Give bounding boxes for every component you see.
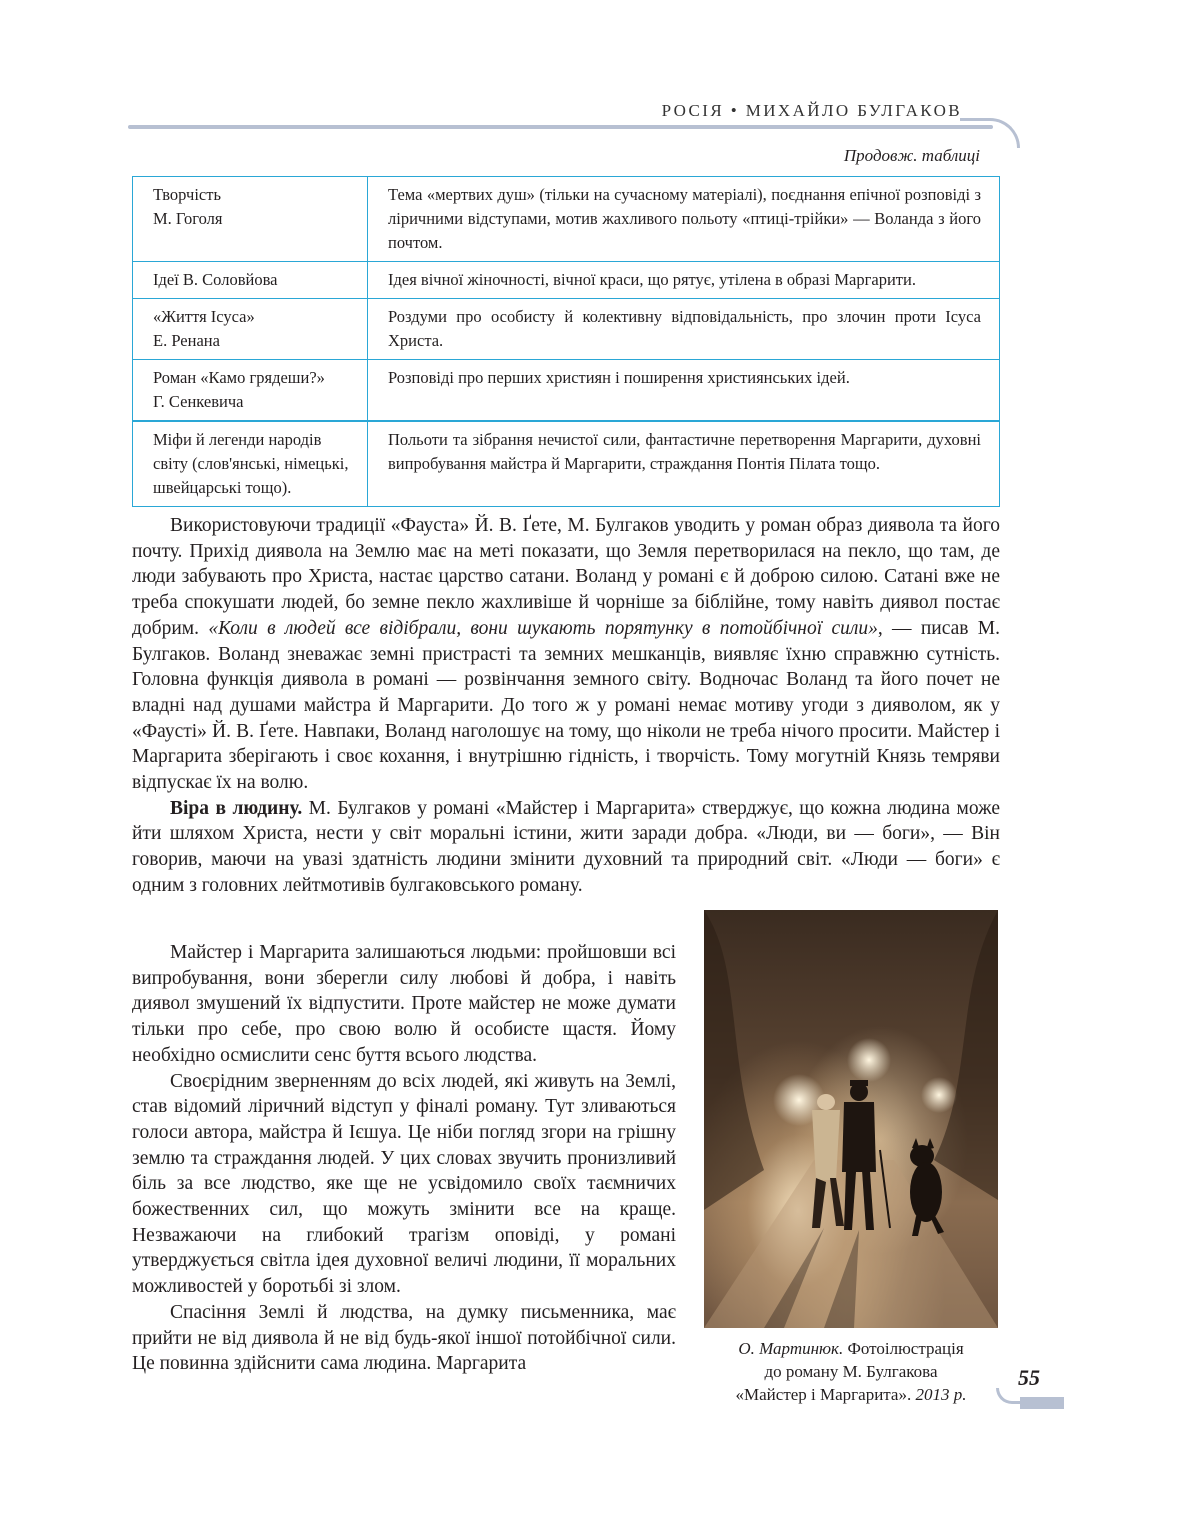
caption-text: «Майстер і Маргарита». bbox=[735, 1385, 912, 1404]
caption-author: О. Мартинюк. bbox=[738, 1339, 844, 1358]
source-line: Е. Ренана bbox=[153, 331, 220, 350]
paragraph bbox=[132, 796, 1000, 896]
caption-year: 2013 р. bbox=[911, 1385, 967, 1404]
table-row bbox=[133, 360, 1000, 422]
table-row bbox=[133, 262, 1000, 299]
table-cell-content: Роздуми про особисту й колективну відповідальність, про злочин проти Ісуса Христа. bbox=[368, 299, 1000, 360]
section-heading: Віра в людину. bbox=[170, 797, 303, 819]
table-row bbox=[133, 299, 1000, 360]
text-run: , — писав М. Булгаков. Воланд зневажає земні пристрасті та земних мешканців, виявляє їхню справжню сутність. Головна функція диявола в романі — розвінчання земного світу. Водночас Воланд та його почет не владні над душами майстра й Маргарити. До того ж у романі немає мотиву угоди з дияволом, як у «Фаусті» Й. В. Ґете. Навпаки, Воланд наголошує на тому, що ніколи не треба нічого просити. Майстер і Маргарита зберігають і своє кохання, і внутрішню гідність, і творчість. Тому могутній Князь темряви відпускає їх на волю. bbox=[132, 617, 1000, 794]
table-cell-content: Польоти та зібрання нечистої сили, фантастичне перетворення Маргарити, духовні випробування майстра й Маргарити, страждання Понтія Пілата тощо. bbox=[368, 421, 1000, 507]
table-cell-source bbox=[133, 262, 368, 299]
street-lamp bbox=[921, 1077, 957, 1113]
photo-scene bbox=[704, 910, 998, 1328]
table-cell-content: Ідея вічної жіночності, вічної краси, що рятує, утілена в образі Маргарити. bbox=[368, 262, 1000, 299]
table-cell-source bbox=[133, 421, 368, 507]
caption-text: Фотоілюстрація bbox=[843, 1339, 964, 1358]
header-rule bbox=[128, 125, 993, 129]
table-row bbox=[133, 177, 1000, 262]
source-line: Роман «Камо грядеши?» bbox=[153, 368, 325, 387]
source-line: Ідеї В. Соловйова bbox=[153, 270, 278, 289]
source-line: Г. Сенкевича bbox=[153, 392, 244, 411]
street-lamp bbox=[847, 1038, 891, 1082]
tree-shadow bbox=[704, 910, 764, 1210]
table-row bbox=[133, 421, 1000, 507]
text-run: М. Булгаков у романі «Майстер і Маргарита» стверджує, що кожна людина може йти шляхом Христа, нести у світ моральні істини, жити заради добра. «Люди, ви — боги», — Він говорив, маючи на увазі здатність людини змінити духовний та природний світ. «Люди — боги» є одним з головних лейтмотивів булгаковського роману. bbox=[132, 797, 1000, 896]
source-line: М. Гоголя bbox=[153, 209, 223, 228]
paragraph: Спасіння Землі й людства, на думку письменника, має прийти не від диявола й не від будь-якої іншої потойбічної сили. Це повинна здійснити сама людина. Маргарита bbox=[132, 1301, 676, 1375]
table-cell-source bbox=[133, 299, 368, 360]
table-cell-content: Розповіді про перших християн і поширення християнських ідей. bbox=[368, 360, 1000, 422]
quote: «Коли в людей все відібрали, вони шукають порятунку в потойбічної сили» bbox=[208, 617, 878, 639]
header-ornament bbox=[960, 118, 1020, 148]
paragraph bbox=[132, 513, 1000, 796]
source-line: Творчість bbox=[153, 185, 221, 204]
source-line: «Життя Ісуса» bbox=[153, 307, 255, 326]
page-number: 55 bbox=[1018, 1365, 1040, 1390]
paragraph: Майстер і Маргарита залишаються людьми: пройшовши всі випробування, вони зберегли силу любові й добра, і навіть диявол змушений їх відпустити. Проте майстер не може думати тільки про себе, про свою волю й особисте щастя. Йому необхідно осмислити сенс буття всього людства. bbox=[132, 942, 676, 1066]
table-cell-content: Тема «мертвих душ» (тільки на сучасному матеріалі), поєднання епічної розповіді з ліричними відступами, мотив жахливого польоту «птиці-трійки» — Воланда з його почтом. bbox=[368, 177, 1000, 262]
table-cell-source bbox=[133, 360, 368, 422]
wrapped-column bbox=[132, 889, 676, 1377]
footer-bar bbox=[1020, 1397, 1064, 1409]
influences-table bbox=[132, 176, 1000, 507]
photo-illustration bbox=[704, 910, 998, 1328]
table-cell-source bbox=[133, 177, 368, 262]
main-text bbox=[132, 513, 1000, 896]
running-head: РОСІЯ • МИХАЙЛО БУЛГАКОВ bbox=[661, 101, 962, 120]
paragraph: Своєрідним зверненням до всіх людей, які живуть на Землі, став відомий ліричний відступ у фіналі роману. Тут зливаються голоси автора, майстра й Ієшуа. Це ніби погляд згори на грішну землю та страждання людей. У цих словах звучить пронизливий біль за все людство, яке ще не усвідомило своїх таємничих божественних сил, що можуть змінити все на краще. Незважаючи на глибокий трагізм оповіді, у романі утверджується світла ідея духовної величі людини, її моральних можливостей у боротьбі зі злом. bbox=[132, 1070, 676, 1298]
caption-text: до роману М. Булгакова bbox=[764, 1362, 938, 1381]
source-line: Міфи й легенди народів світу (слов'янські, німецькі, швейцарські тощо). bbox=[153, 430, 349, 497]
text-run: Використовуючи традиції «Фауста» Й. В. Ґете, М. Булгаков уводить у роман образ диявола та його почту. Прихід диявола на Землю має на меті показати, що Земля перетворилася на пекло, що там, де люди забувають про Христа, настає царство сатани. Воланд у романі є й доброю силою. Сатані вже не треба спокушати людей, бо земне пекло жахливіше й чорніше за біблійне, тому навіть диявол постає добрим. bbox=[132, 515, 1000, 639]
table-continuation-label: Продовж. таблиці bbox=[843, 146, 980, 165]
tree-shadow bbox=[934, 910, 998, 1200]
photo-caption bbox=[704, 1337, 998, 1406]
